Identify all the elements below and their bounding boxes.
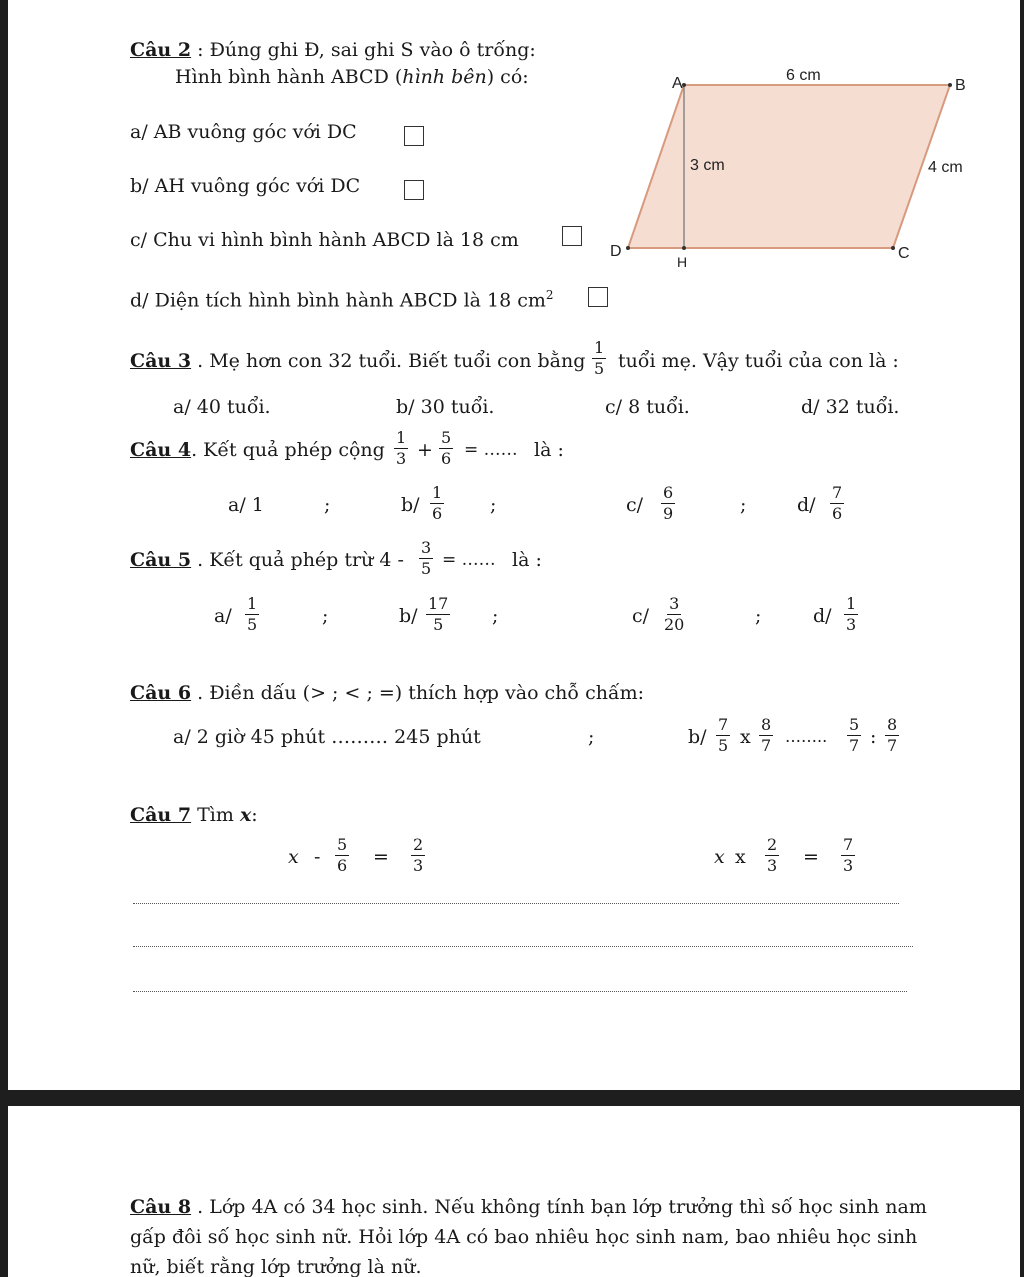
q7-eq1-fraction-2 xyxy=(411,836,425,875)
q4-od-den: 6 xyxy=(832,504,843,523)
q2-answer-box-a[interactable] xyxy=(404,126,424,146)
q7-eq1-var: x xyxy=(288,846,299,868)
q7-e1f1-den: 6 xyxy=(337,856,348,875)
q4-f2-den: 6 xyxy=(441,449,452,468)
q4-fraction-1 xyxy=(394,429,408,468)
q2-label: Câu 2 xyxy=(130,39,192,61)
q2-intro xyxy=(175,66,529,88)
q5-option-c[interactable]: c/ xyxy=(632,605,650,627)
q4-text-main: . Kết quả phép cộng xyxy=(191,439,385,461)
q7-variable: x xyxy=(239,804,252,826)
q5-oc-den: 20 xyxy=(664,615,685,634)
q6-sep: ; xyxy=(588,726,595,748)
vertex-C-label: C xyxy=(898,245,910,262)
q6-times: x xyxy=(740,726,751,748)
q5-option-c-fraction xyxy=(664,595,684,634)
q4-sep-3: ; xyxy=(740,494,747,516)
side-BC-length: 4 cm xyxy=(928,159,963,176)
parallelogram-figure xyxy=(600,58,990,278)
q2-statement-a: a/ AB vuông góc với DC xyxy=(130,121,357,143)
q4-plus: + xyxy=(417,439,433,461)
vertex-A-label: A xyxy=(672,75,683,92)
q4-oc-den: 9 xyxy=(663,504,674,523)
q7-label: Câu 7 xyxy=(130,804,192,826)
q7-e2f2-num: 7 xyxy=(843,835,854,854)
q6-b-fraction-2 xyxy=(759,716,773,755)
q3-option-b[interactable]: b/ 30 tuổi. xyxy=(396,396,495,418)
q5-label: Câu 5 xyxy=(130,549,192,571)
q2-statement-b: b/ AH vuông góc với DC xyxy=(130,175,361,197)
q8-line-2: gấp đôi số học sinh nữ. Hỏi lớp 4A có bao nhiêu học sinh nam, bao nhiêu học sinh xyxy=(130,1226,918,1248)
q6-b-fraction-1 xyxy=(716,716,730,755)
q5-oa-den: 5 xyxy=(247,615,258,634)
height-AH-length: 3 cm xyxy=(690,157,725,174)
q7-eq1-fraction-1 xyxy=(335,836,349,875)
answer-line-1[interactable] xyxy=(133,903,899,904)
q5-fraction-1 xyxy=(419,539,433,578)
q6-bf4-num: 8 xyxy=(887,715,898,734)
point-H-label: H xyxy=(677,254,688,270)
q2-answer-box-d[interactable] xyxy=(588,287,608,307)
q6-bf2-den: 7 xyxy=(761,736,772,755)
vertex-D-label: D xyxy=(610,243,622,260)
q5-oa-num: 1 xyxy=(247,594,258,613)
q7-eq1-equals: = xyxy=(373,846,389,868)
q6-label: Câu 6 xyxy=(130,682,192,704)
vertex-B-label: B xyxy=(955,77,966,94)
q3-text xyxy=(130,350,585,372)
q5-option-d-fraction xyxy=(844,595,858,634)
q5-sep-1: ; xyxy=(322,605,329,627)
q4-oc-num: 6 xyxy=(663,483,674,502)
vertex-B-dot xyxy=(948,83,952,87)
q4-f1-den: 3 xyxy=(396,449,407,468)
q3-option-d[interactable]: d/ 32 tuổi. xyxy=(801,396,900,418)
q3-option-c[interactable]: c/ 8 tuổi. xyxy=(605,396,690,418)
q7-eq2-equals: = xyxy=(803,846,819,868)
q5-sep-3: ; xyxy=(755,605,762,627)
q4-equals: = …… xyxy=(464,440,518,460)
q7-e1f2-den: 3 xyxy=(413,856,424,875)
q3-text-a: . Mẹ hơn con 32 tuổi. Biết tuổi con bằng xyxy=(191,350,586,372)
q4-od-num: 7 xyxy=(832,483,843,502)
q4-f1-num: 1 xyxy=(396,428,407,447)
q2-intro-italic: hình bên xyxy=(402,66,487,88)
q6-bf3-den: 7 xyxy=(849,736,860,755)
q2-intro-c: ) có: xyxy=(486,66,529,88)
parallelogram-shape xyxy=(628,85,950,248)
q7-eq1-op: - xyxy=(314,846,321,868)
q8-line-1-text: . Lớp 4A có 34 học sinh. Nếu không tính bạn lớp trưởng thì số học sinh nam xyxy=(191,1196,927,1218)
q7-text xyxy=(130,804,258,826)
q2-statement-d-text: d/ Diện tích hình bình hành ABCD là 18 cm xyxy=(130,289,546,312)
q6-divide: : xyxy=(870,726,877,748)
q4-option-c-fraction xyxy=(661,484,675,523)
q5-equals: = …… xyxy=(442,550,496,570)
q7-eq2-fraction-2 xyxy=(841,836,855,875)
q6-b-fraction-3 xyxy=(847,716,861,755)
q4-sep-2: ; xyxy=(490,494,497,516)
q4-option-b-fraction xyxy=(430,484,444,523)
q2-intro-a: Hình bình hành ABCD ( xyxy=(175,66,403,88)
q8-line-3: nữ, biết rằng lớp trưởng là nữ. xyxy=(130,1256,422,1277)
q7-eq2-op: x xyxy=(735,846,746,868)
q5-option-b[interactable]: b/ xyxy=(399,605,418,627)
q7-colon: : xyxy=(251,804,258,826)
q3-text-b: tuổi mẹ. Vậy tuổi của con là : xyxy=(618,350,899,372)
vertex-C-dot xyxy=(891,246,895,250)
answer-line-2[interactable] xyxy=(133,946,913,947)
q6-b-fraction-4 xyxy=(885,716,899,755)
q5-option-a[interactable]: a/ xyxy=(214,605,232,627)
q3-option-a[interactable]: a/ 40 tuổi. xyxy=(173,396,271,418)
q6-bf1-num: 7 xyxy=(718,715,729,734)
q5-option-d[interactable]: d/ xyxy=(813,605,832,627)
q5-ob-den: 5 xyxy=(433,615,444,634)
q4-option-a[interactable]: a/ 1 xyxy=(228,494,264,516)
q6-part-a: a/ 2 giờ 45 phút ……… 245 phút xyxy=(173,726,481,748)
q5-f1-den: 5 xyxy=(421,559,432,578)
point-H-dot xyxy=(682,246,686,250)
q5-f1-num: 3 xyxy=(421,538,432,557)
q4-label: Câu 4 xyxy=(130,439,192,461)
worksheet-page-2 xyxy=(8,1106,1020,1277)
q6-dots: …….. xyxy=(785,727,828,746)
q5-tail: là : xyxy=(512,549,542,571)
q2-statement-d-superscript: 2 xyxy=(545,288,554,302)
side-AB-length: 6 cm xyxy=(786,67,821,84)
vertex-D-dot xyxy=(626,246,630,250)
q5-option-a-fraction xyxy=(245,595,259,634)
q6-text xyxy=(130,682,644,704)
q5-text-main: . Kết quả phép trừ 4 - xyxy=(191,549,404,571)
q5-sep-2: ; xyxy=(492,605,499,627)
q8-line-1 xyxy=(130,1196,927,1218)
q6-part-b-label: b/ xyxy=(688,726,707,748)
q5-oc-num: 3 xyxy=(669,594,680,613)
q2-statement-c: c/ Chu vi hình bình hành ABCD là 18 cm xyxy=(130,229,519,251)
answer-line-3[interactable] xyxy=(133,991,907,992)
q4-f2-num: 5 xyxy=(441,428,452,447)
q5-od-den: 3 xyxy=(846,615,857,634)
q4-option-d[interactable]: d/ xyxy=(797,494,816,516)
q6-bf2-num: 8 xyxy=(761,715,772,734)
q6-text-main: . Điền dấu (> ; < ; =) thích hợp vào chỗ chấm: xyxy=(191,682,645,704)
q2-heading xyxy=(130,39,536,61)
q7-e2f2-den: 3 xyxy=(843,856,854,875)
q4-fraction-2 xyxy=(439,429,453,468)
q7-e1f1-num: 5 xyxy=(337,835,348,854)
q6-bf4-den: 7 xyxy=(887,736,898,755)
q6-bf3-num: 5 xyxy=(849,715,860,734)
q7-e2f1-num: 2 xyxy=(767,835,778,854)
q7-text-main: Tìm xyxy=(191,804,240,826)
q5-ob-num: 17 xyxy=(428,594,449,613)
q4-ob-num: 1 xyxy=(432,483,443,502)
q7-e1f2-num: 2 xyxy=(413,835,424,854)
q5-od-num: 1 xyxy=(846,594,857,613)
q4-tail: là : xyxy=(534,439,564,461)
q3-fraction-numerator: 1 xyxy=(594,338,605,357)
q4-option-c[interactable]: c/ xyxy=(626,494,644,516)
q2-statement-d xyxy=(130,284,554,311)
q6-bf1-den: 5 xyxy=(718,736,729,755)
q5-text xyxy=(130,549,404,571)
q8-label: Câu 8 xyxy=(130,1196,192,1218)
worksheet-page-1 xyxy=(8,0,1020,1090)
q7-eq2-fraction-1 xyxy=(765,836,779,875)
q5-option-b-fraction xyxy=(426,595,450,634)
q7-e2f1-den: 3 xyxy=(767,856,778,875)
q3-label: Câu 3 xyxy=(130,350,192,372)
q2-answer-box-c[interactable] xyxy=(562,226,582,246)
q4-option-d-fraction xyxy=(830,484,844,523)
q2-title: : Đúng ghi Đ, sai ghi S vào ô trống: xyxy=(191,39,536,61)
q3-fraction xyxy=(592,339,606,378)
q4-ob-den: 6 xyxy=(432,504,443,523)
q4-sep-1: ; xyxy=(324,494,331,516)
q4-text xyxy=(130,439,385,461)
q4-option-b[interactable]: b/ xyxy=(401,494,420,516)
q3-fraction-denominator: 5 xyxy=(594,359,605,378)
q7-eq2-var: x xyxy=(714,846,725,868)
q2-answer-box-b[interactable] xyxy=(404,180,424,200)
